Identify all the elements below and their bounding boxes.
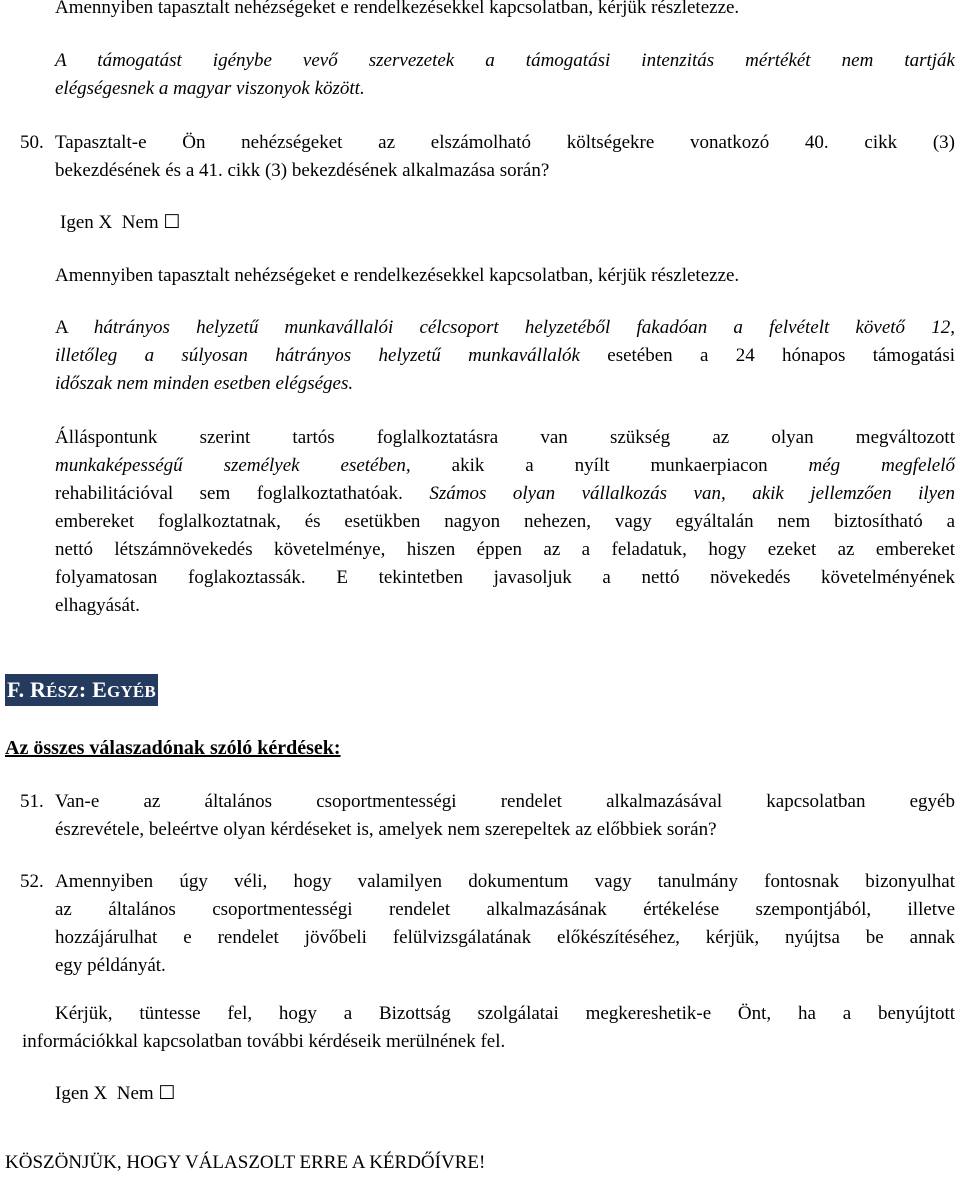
section-heading: F. RÉSZ: EGYÉB bbox=[5, 674, 158, 706]
answer-49 bbox=[55, 47, 955, 103]
contact-request-line-1: Kérjük, tüntesse fel, hogy a Bizottság szolgálatai megkereshetik-e Önt, ha a benyújtott bbox=[55, 1003, 955, 1024]
question-52-text bbox=[55, 868, 955, 980]
question-50-line-1: Tapasztalt-e Ön nehézségeket az elszámolható költségekre vonatkozó 40. cikk (3) bbox=[55, 132, 955, 153]
question-52-line-3: hozzájárulhat e rendelet jövőbeli felülvizsgálatának előkészítéséhez, kérjük, nyújtsa be annak bbox=[55, 927, 955, 948]
answer-50a-line-3: időszak nem minden esetben elégséges. bbox=[55, 373, 354, 394]
question-51-number: 51. bbox=[20, 791, 44, 812]
answer-50b-line-7: elhagyását. bbox=[55, 595, 140, 616]
answer-50b-line-1: Álláspontunk szerint tartós foglalkoztatásra van szükség az olyan megváltozott bbox=[55, 427, 955, 448]
answer-50-paragraph-1 bbox=[55, 314, 955, 398]
contact-request bbox=[22, 1000, 955, 1056]
answer-49-line-2: elégségesnek a magyar viszonyok között. bbox=[55, 78, 365, 99]
answer-50b-line-6: folyamatosan foglakoztassák. E tekintetben javasoljuk a nettó növekedés követelményének bbox=[55, 567, 955, 588]
question-52-number: 52. bbox=[20, 871, 44, 892]
question-52-line-1: Amennyiben úgy véli, hogy valamilyen dokumentum vagy tanulmány fontosnak bizonyulhat bbox=[55, 871, 955, 892]
answer-50b-line-5: nettó létszámnövekedés követelménye, hiszen éppen az a feladatuk, hogy ezeket az embereket bbox=[55, 539, 955, 560]
question-50-number: 50. bbox=[20, 132, 44, 153]
question-50-line-2: bekezdésének és a 41. cikk (3) bekezdésének alkalmazása során? bbox=[55, 160, 550, 181]
question-51-text bbox=[55, 788, 955, 844]
answer-50a-line-2: illetőleg a súlyosan hátrányos helyzetű munkavállalók esetében a 24 hónapos támogatási bbox=[55, 345, 955, 366]
detail-prompt-50: Amennyiben tapasztalt nehézségeket e rendelkezésekkel kapcsolatban, kérjük részletezze. bbox=[55, 265, 740, 286]
answer-50-paragraph-2 bbox=[55, 424, 955, 620]
question-52-line-2: az általános csoportmentességi rendelet alkalmazásának értékelése szempontjából, illetve bbox=[55, 899, 955, 920]
answer-50b-line-4: embereket foglalkoztatnak, és esetükben nagyon nehezen, vagy egyáltalán nem biztosítható a bbox=[55, 511, 955, 532]
detail-prompt-49: Amennyiben tapasztalt nehézségeket e rendelkezésekkel kapcsolatban, kérjük részletezze. bbox=[55, 0, 740, 18]
yes-no-choice-contact[interactable]: Igen X Nem ☐ bbox=[55, 1083, 176, 1104]
question-51-line-1: Van-e az általános csoportmentességi rendelet alkalmazásával kapcsolatban egyéb bbox=[55, 791, 955, 812]
yes-no-choice-50[interactable]: Igen X Nem ☐ bbox=[60, 212, 181, 233]
question-51-line-2: észrevétele, beleértve olyan kérdéseket is, amelyek nem szerepeltek az előbbiek során? bbox=[55, 819, 717, 840]
answer-50b-line-3: rehabilitációval sem foglalkoztathatóak. Számos olyan vállalkozás van, akik jellemzően ilyen bbox=[55, 483, 955, 504]
question-50-text bbox=[55, 129, 955, 185]
answer-50a-line-1: A hátrányos helyzetű munkavállalói célcsoport helyzetéből fakadóan a felvételt követő 12, bbox=[55, 317, 955, 338]
contact-request-line-2: információkkal kapcsolatban további kérdéseik merülnének fel. bbox=[22, 1031, 506, 1052]
answer-50b-line-2: munkaképességű személyek esetében, akik a nyílt munkaerpiacon még megfelelő bbox=[55, 455, 955, 476]
subheading: Az összes válaszadónak szóló kérdések: bbox=[5, 737, 341, 759]
question-52-line-4: egy példányát. bbox=[55, 955, 166, 976]
thank-you-note: KÖSZÖNJÜK, HOGY VÁLASZOLT ERRE A KÉRDŐÍVRE! bbox=[5, 1152, 486, 1173]
answer-49-line-1: A támogatást igénybe vevő szervezetek a támogatási intenzitás mértékét nem tartják bbox=[55, 50, 955, 71]
